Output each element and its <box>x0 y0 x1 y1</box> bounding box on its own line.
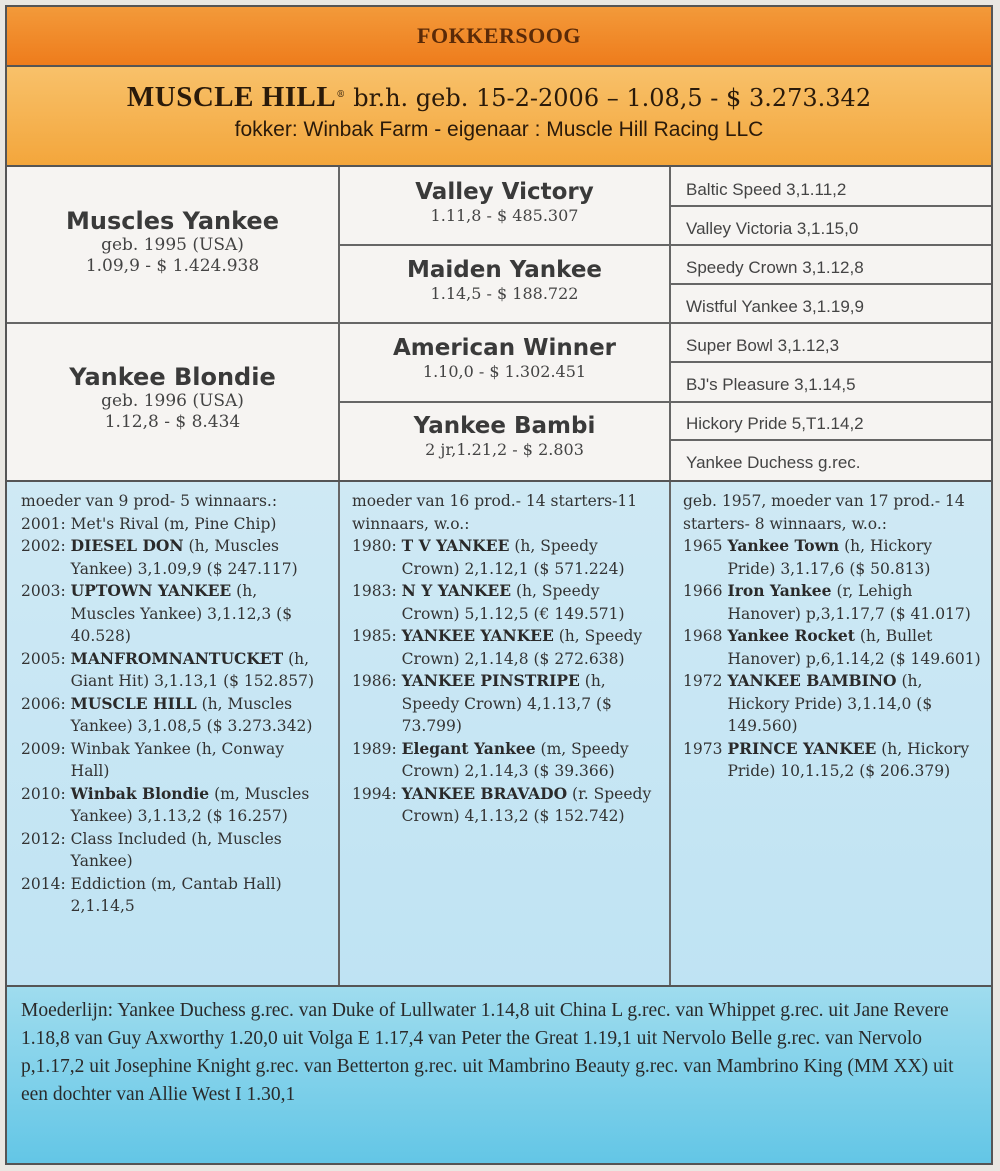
produce-year: 2009: <box>21 739 66 758</box>
produce-text <box>66 513 326 536</box>
produce-year: 2003: <box>21 582 66 600</box>
produce-name: Winbak Blondie <box>70 783 210 803</box>
produce-details: (h, Hickory Pride) 3,1.14,0 ($ 149.560) <box>727 672 933 735</box>
sire-name: Muscles Yankee <box>66 207 279 235</box>
produce-entry <box>352 783 657 828</box>
produce-text <box>66 693 326 738</box>
produce-text <box>66 783 326 828</box>
produce-text <box>397 783 657 828</box>
produce-text <box>66 648 326 693</box>
produce-text <box>397 670 657 738</box>
dam-dam-record: 2 jr,1.21,2 - $ 2.803 <box>425 440 584 459</box>
produce-entry <box>352 738 657 783</box>
produce-year: 1965 <box>683 537 723 555</box>
dam-record: 1.12,8 - $ 8.434 <box>104 412 241 432</box>
produce-name: Elegant Yankee <box>401 738 536 758</box>
sire-sire-record: 1.11,8 - $ 485.307 <box>430 206 579 225</box>
produce-section <box>7 482 991 987</box>
registered-mark: ® <box>336 90 346 100</box>
horse-title-line <box>7 81 991 114</box>
produce-entry <box>21 580 326 648</box>
produce-text <box>66 535 326 580</box>
sire-sire-name: Valley Victory <box>415 179 594 205</box>
gen3-ancestor: BJ's Pleasure 3,1.14,5 <box>686 375 856 394</box>
produce-text <box>722 625 983 670</box>
produce-details: (h, Muscles Yankee) 3,1.08,5 ($ 3.273.342) <box>70 694 313 735</box>
breeder-owner: fokker: Winbak Farm - eigenaar : Muscle Hill Racing LLC <box>234 118 764 141</box>
sire-dam <box>340 257 669 303</box>
produce-entry <box>21 693 326 738</box>
produce-entry <box>21 513 326 536</box>
produce-year: 1972 <box>683 672 723 690</box>
produce-entry <box>683 670 983 738</box>
produce-column-great-granddam <box>683 490 983 783</box>
produce-text <box>722 670 983 738</box>
banner-title: FOKKERSOOG <box>417 23 581 48</box>
produce-details: (m, Muscles Yankee) 3,1.13,2 ($ 16.257) <box>70 784 310 825</box>
produce-year: 1968 <box>683 627 723 645</box>
produce-name: T V YANKEE <box>401 536 510 555</box>
produce-entry <box>21 828 326 873</box>
produce-entry <box>352 625 657 670</box>
dam-dam <box>340 413 669 459</box>
gen3-ancestor: Wistful Yankee 3,1.19,9 <box>686 297 864 316</box>
produce-name: PRINCE YANKEE <box>727 738 877 758</box>
produce-column-dam <box>21 490 326 918</box>
horse-name: MUSCLE HILL <box>126 81 337 113</box>
dam-line-section <box>7 987 991 1163</box>
horse-header <box>7 67 991 167</box>
produce-details: (h, Muscles Yankee) 3,1.09,9 ($ 247.117) <box>70 537 298 578</box>
dam <box>7 363 338 433</box>
produce-details: Eddiction (m, Cantab Hall) 2,1.14,5 <box>70 874 282 915</box>
produce-details: (r. Speedy Crown) 4,1.13,2 ($ 152.742) <box>401 784 652 825</box>
produce-text <box>66 873 326 918</box>
produce-name: Iron Yankee <box>727 581 832 600</box>
produce-text <box>397 625 657 670</box>
produce-year: 2010: <box>21 784 66 803</box>
produce-year: 1986: <box>352 672 397 690</box>
produce-text <box>397 738 657 783</box>
produce-column-granddam <box>352 490 657 828</box>
produce-year: 1994: <box>352 784 397 803</box>
produce-year: 1983: <box>352 582 397 600</box>
produce-text <box>722 535 983 580</box>
produce-entry <box>683 535 983 580</box>
produce-entry <box>21 535 326 580</box>
produce-name: N Y YANKEE <box>401 581 512 600</box>
produce-entry <box>21 738 326 783</box>
pedigree-table <box>7 167 991 482</box>
produce-year: 2006: <box>21 694 66 713</box>
dam-name: Yankee Blondie <box>69 363 276 391</box>
produce-name: DIESEL DON <box>70 536 184 555</box>
produce-entry <box>683 625 983 670</box>
produce-entry <box>352 670 657 738</box>
section-banner <box>7 7 991 67</box>
produce-details: Met's Rival (m, Pine Chip) <box>70 514 277 533</box>
produce-details: Winbak Yankee (h, Conway Hall) <box>70 739 284 780</box>
sire <box>7 207 338 277</box>
produce-details: (h, Hickory Pride) 10,1.15,2 ($ 206.379) <box>727 739 970 780</box>
gen3-ancestor: Baltic Speed 3,1.11,2 <box>686 180 847 199</box>
produce-name: YANKEE YANKEE <box>401 626 554 645</box>
produce-entry <box>352 580 657 625</box>
produce-year: 1985: <box>352 627 397 645</box>
dam-sire <box>340 335 669 381</box>
produce-text <box>66 828 326 873</box>
produce-entry <box>683 738 983 783</box>
sire-sire <box>340 179 669 225</box>
produce-year: 2005: <box>21 649 66 668</box>
dam-sire-record: 1.10,0 - $ 1.302.451 <box>422 362 587 381</box>
gen3-ancestor: Hickory Pride 5,T1.14,2 <box>686 414 864 433</box>
produce-text <box>66 580 326 648</box>
produce-year: 2012: <box>21 829 66 848</box>
produce-intro: geb. 1957, moeder van 17 prod.- 14 starters- 8 winnaars, w.o.: <box>683 492 965 533</box>
produce-name: MUSCLE HILL <box>70 693 197 713</box>
dam-dam-name: Yankee Bambi <box>413 413 596 439</box>
produce-year: 2001: <box>21 514 66 533</box>
produce-details: (h, Speedy Crown) 2,1.14,8 ($ 272.638) <box>401 627 643 668</box>
produce-year: 1980: <box>352 537 397 555</box>
produce-details: (h, Speedy Crown) 4,1.13,7 ($ 73.799) <box>401 672 612 735</box>
sire-dam-record: 1.14,5 - $ 188.722 <box>430 284 579 303</box>
produce-name: Yankee Rocket <box>727 626 855 645</box>
produce-text <box>397 535 657 580</box>
gen3-ancestor: Super Bowl 3,1.12,3 <box>686 336 840 355</box>
produce-name: YANKEE BRAVADO <box>401 783 568 803</box>
horse-info: br.h. geb. 15-2-2006 – 1.08,5 - $ 3.273.342 <box>353 84 872 112</box>
produce-entry <box>21 873 326 918</box>
produce-details: (h, Giant Hit) 3,1.13,1 ($ 152.857) <box>70 649 315 690</box>
produce-year: 2014: <box>21 874 66 893</box>
produce-text <box>722 738 983 783</box>
sire-record: 1.09,9 - $ 1.424.938 <box>85 256 260 276</box>
gen3-ancestor: Speedy Crown 3,1.12,8 <box>686 258 864 277</box>
dam-detail: geb. 1996 (USA) <box>101 391 244 411</box>
gen3-ancestor: Yankee Duchess g.rec. <box>686 453 861 472</box>
gen3-ancestor: Valley Victoria 3,1.15,0 <box>686 219 859 238</box>
sire-detail: geb. 1995 (USA) <box>101 235 244 255</box>
produce-entry <box>683 580 983 625</box>
produce-details: (h, Speedy Crown) 5,1.12,5 (€ 149.571) <box>401 582 625 623</box>
produce-entry <box>352 535 657 580</box>
produce-details: Class Included (h, Muscles Yankee) <box>70 829 282 870</box>
produce-details: (h, Muscles Yankee) 3,1.12,3 ($ 40.528) <box>70 582 293 645</box>
produce-details: (r, Lehigh Hanover) p,3,1.17,7 ($ 41.017) <box>727 582 971 623</box>
produce-name: Yankee Town <box>727 536 840 555</box>
produce-text <box>722 580 983 625</box>
produce-year: 1973 <box>683 739 723 758</box>
sire-dam-name: Maiden Yankee <box>406 257 603 283</box>
produce-name: MANFROMNANTUCKET <box>70 648 284 668</box>
produce-year: 2002: <box>21 537 66 555</box>
produce-year: 1989: <box>352 739 397 758</box>
produce-intro: moeder van 16 prod.- 14 starters-11 winnaars, w.o.: <box>352 492 638 533</box>
produce-year: 1966 <box>683 582 723 600</box>
produce-details: (m, Speedy Crown) 2,1.14,3 ($ 39.366) <box>401 739 629 780</box>
produce-entry <box>21 783 326 828</box>
produce-details: (h, Speedy Crown) 2,1.12,1 ($ 571.224) <box>401 537 625 578</box>
produce-intro: moeder van 9 prod- 5 winnaars.: <box>21 492 278 510</box>
produce-text <box>397 580 657 625</box>
produce-text <box>66 738 326 783</box>
produce-name: UPTOWN YANKEE <box>70 581 232 600</box>
produce-name: YANKEE BAMBINO <box>727 671 897 690</box>
dam-sire-name: American Winner <box>392 335 617 361</box>
produce-entry <box>21 648 326 693</box>
stallion-card <box>5 5 993 1165</box>
produce-details: (h, Bullet Hanover) p,6,1.14,2 ($ 149.601) <box>727 627 981 668</box>
produce-name: YANKEE PINSTRIPE <box>401 671 580 690</box>
dam-line-text: Moederlijn: Yankee Duchess g.rec. van Duke of Lullwater 1.14,8 uit China L g.rec. van Whippet g.rec. uit Jane Revere 1.18,8 van Guy Axworthy 1.20,0 uit Volga E 1.17,4 van Peter the Great 1.19,1 uit Nervolo Belle g.rec. van Nervolo p,1.17,2 uit Josephine Knight g.rec. van Betterton g.rec. uit Mambrino Beauty g.rec. van Mambrino King (MM XX) uit een dochter van Allie West I 1.30,1 <box>21 1000 954 1105</box>
produce-details: (h, Hickory Pride) 3,1.17,6 ($ 50.813) <box>727 537 933 578</box>
